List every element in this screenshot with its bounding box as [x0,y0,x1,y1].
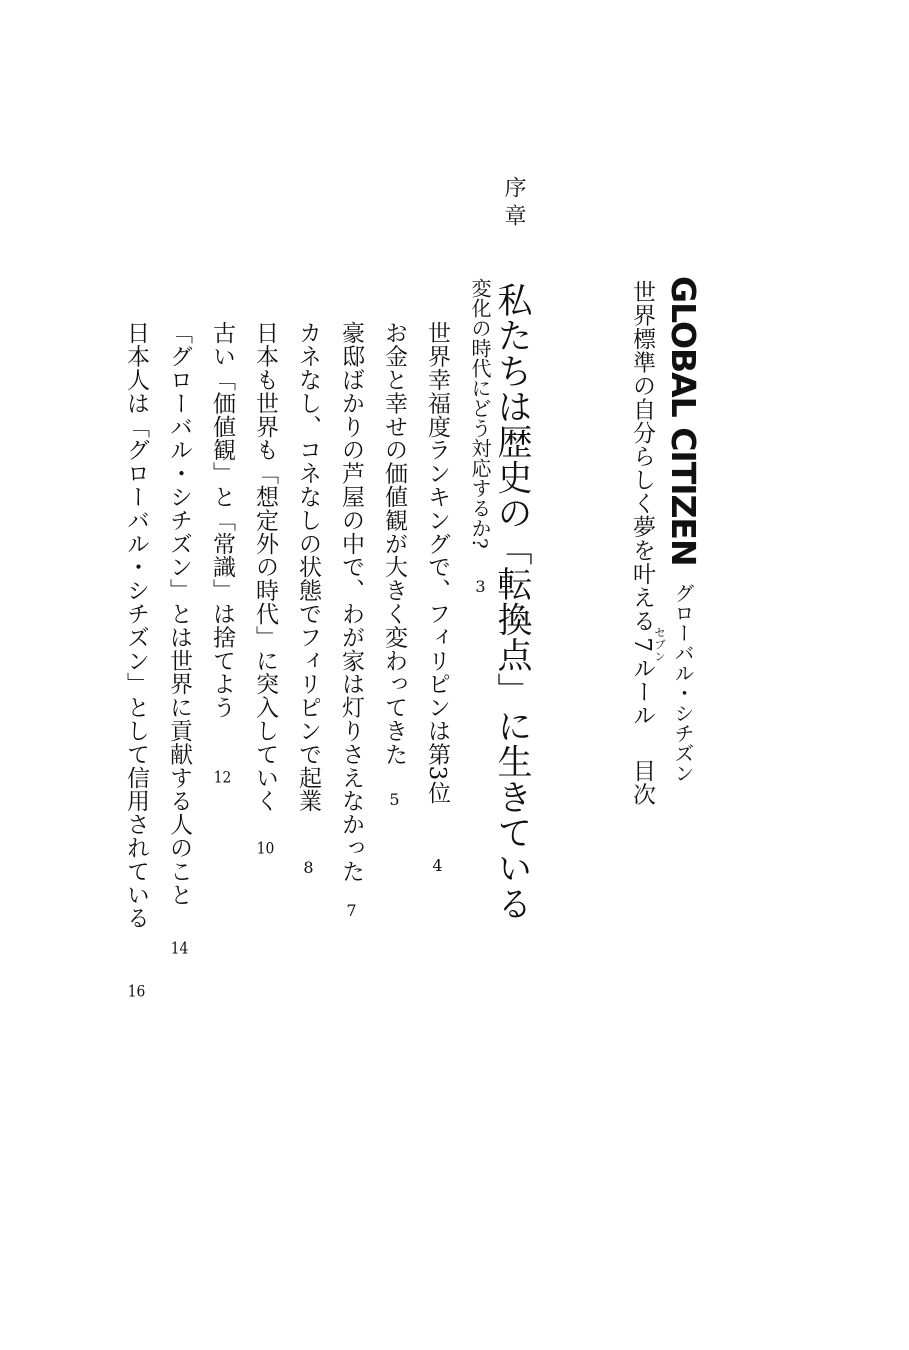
page-number: 8 [299,858,318,877]
toc-entry-text: 日本人は「グローバル・シチズン」として信用されている [123,321,149,930]
toc-label: 目次 [629,758,655,806]
subtitle-rule: ルール [629,656,655,727]
chapter-subtitle-line [470,278,490,595]
toc-entry-text: カネなし、コネなしの状態でフィリピンで起業 [295,321,321,813]
page-number: 3 [471,577,490,596]
toc-entry[interactable] [253,321,276,856]
subtitle-seven: 7セブン [629,626,667,663]
page-number: 7 [342,900,361,919]
toc-entry-text: 日本も世界も「想定外の時代」に突入していく [252,321,278,813]
page-number: 5 [385,789,404,808]
toc-entry-text: 世界幸福度ランキングで、フィリピンは第3位 [424,321,450,805]
toc-entry-text: 古い「価値観」と「常識」は捨てよう [209,321,235,719]
toc-entry[interactable] [167,321,190,956]
toc-entry[interactable] [296,321,319,876]
chapter-title: 私たちは歴史の「転換点」に生きている [492,282,532,921]
toc-entry-text: 「グローバル・シチズン」とは世界に貢献する人のこと [166,321,192,906]
subtitle-ruby: セブン [653,626,667,663]
page-number: 16 [127,983,146,1000]
toc-entry[interactable] [339,321,362,919]
subtitle-text: 世界標準の自分らしく夢を叶える [629,280,655,633]
book-title-kana: グローバル・シチズン [671,582,695,783]
toc-entry[interactable] [124,321,147,999]
toc-entry-text: 豪邸ばかりの芦屋の中で、わが家は灯りさえなかった [338,321,364,883]
book-title-en: GLOBAL CITIZEN [664,276,703,566]
page-number: 14 [170,940,189,956]
page-number: 10 [256,840,275,857]
page-number: 12 [213,768,232,785]
book-title [664,276,703,783]
page-number: 4 [428,856,447,875]
toc-entry[interactable] [382,321,405,808]
chapter-label: 序章 [501,176,526,232]
toc-entry[interactable] [210,321,233,785]
toc-entry-text: お金と幸せの価値観が大きく変わってきた [381,321,407,766]
toc-entry[interactable] [425,321,448,874]
book-subtitle [630,280,666,806]
chapter-subtitle: 変化の時代にどう対応するか? [468,278,492,549]
